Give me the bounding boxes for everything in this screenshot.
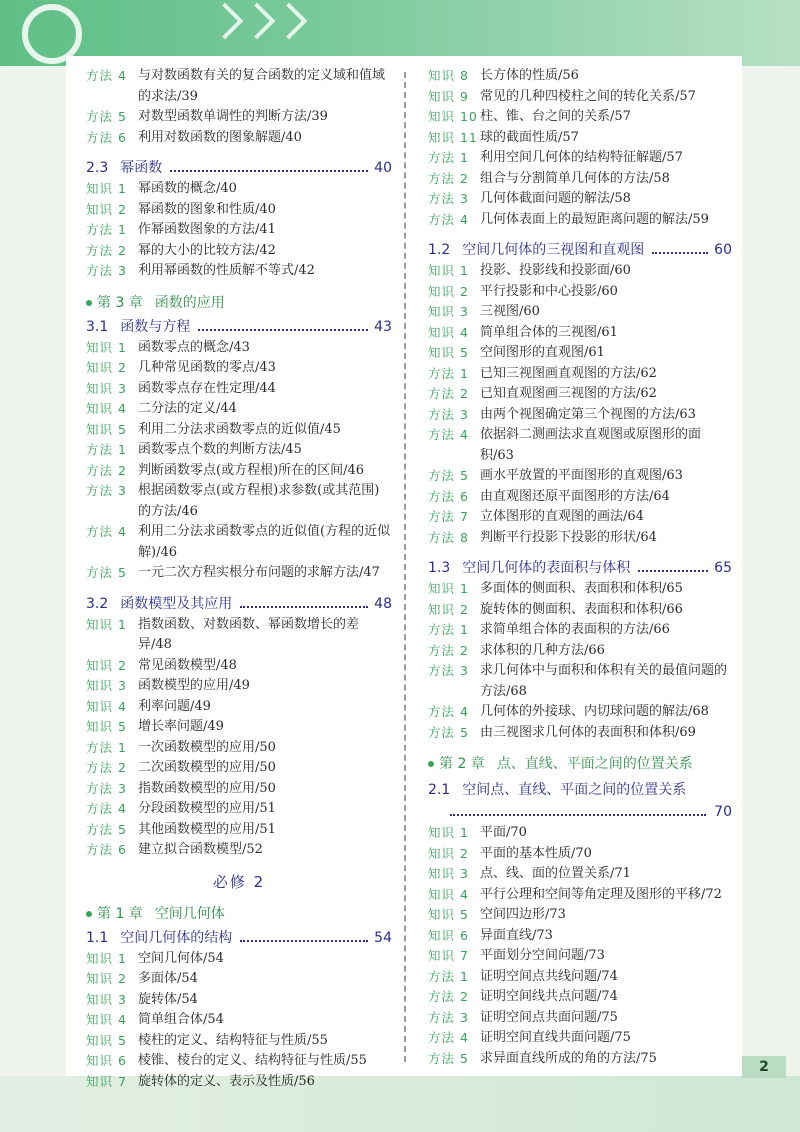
chapter-heading[interactable]: 第 1 章 空间几何体 (86, 903, 392, 925)
toc-entry[interactable] (428, 661, 732, 702)
entry-label: 方法 6 (86, 129, 127, 145)
entry-text: 一次函数模型的应用/50 (138, 739, 276, 755)
entry-text: 证明空间点共线问题/74 (480, 968, 618, 984)
entry-label: 知识 1 (86, 616, 127, 632)
entry-group (428, 579, 732, 743)
entry-label: 方法 1 (428, 365, 469, 381)
entry-label: 方法 4 (428, 211, 469, 227)
entry-text: 长方体的性质/56 (480, 68, 579, 83)
entry-label: 知识 3 (86, 678, 127, 693)
entry-label: 知识 1 (428, 581, 469, 596)
entry-label: 方法 4 (428, 1030, 469, 1045)
page-number: 2 (742, 1056, 786, 1078)
entry-text: 与对数函数有关的复合函数的定义域和值域的求法/39 (138, 68, 386, 104)
entry-text: 组合与分割简单几何体的方法/58 (480, 170, 670, 186)
toc-entry[interactable] (86, 1010, 392, 1031)
toc-entry[interactable] (428, 600, 732, 621)
entry-label: 方法 1 (86, 222, 127, 237)
toc-entry[interactable] (86, 1051, 392, 1072)
section-heading[interactable]: 1.2 空间几何体的三视图和直观图 60 (428, 242, 732, 258)
toc-entry[interactable] (428, 1028, 732, 1049)
entry-text: 棱锥、棱台的定义、结构特征与性质/55 (138, 1053, 367, 1068)
section-heading[interactable]: 2.3 幂函数 40 (86, 160, 392, 176)
entry-text: 几种常见函数的零点/43 (138, 360, 276, 375)
entry-text: 求异面直线所成的角的方法/75 (480, 1050, 657, 1066)
toc-entry[interactable] (428, 148, 732, 169)
entry-label: 方法 6 (428, 488, 469, 504)
entry-label: 方法 8 (428, 529, 469, 545)
entry-label: 方法 4 (86, 524, 127, 539)
entry-group (86, 66, 392, 148)
chapter-heading[interactable]: 第 2 章 点、直线、平面之间的位置关系 (428, 753, 732, 775)
entry-label: 方法 3 (428, 191, 469, 206)
entry-text: 投影、投影线和投影面/60 (480, 263, 631, 278)
toc-entry[interactable] (428, 926, 732, 947)
toc-entry[interactable] (428, 1049, 732, 1070)
entry-label: 知识 2 (86, 657, 127, 673)
entry-label: 知识 3 (428, 304, 469, 319)
entry-label: 知识 4 (428, 886, 469, 902)
entry-text: 根据函数零点(或方程根)求参数(或其范围)的方法/46 (138, 483, 380, 519)
entry-label: 方法 1 (86, 442, 127, 457)
toc-entry[interactable] (86, 697, 392, 718)
entry-label: 方法 2 (428, 170, 469, 186)
entry-label: 知识 5 (428, 345, 469, 360)
toc-entry[interactable] (86, 820, 392, 841)
toc-entry[interactable] (428, 864, 732, 885)
entry-label: 知识 5 (86, 1032, 127, 1048)
toc-entry[interactable] (428, 210, 732, 231)
ring-decoration-icon (22, 4, 82, 64)
toc-entry[interactable] (428, 384, 732, 405)
toc-entry[interactable] (428, 579, 732, 600)
entry-text: 常见的几种四棱柱之间的转化关系/57 (480, 88, 696, 104)
entry-text: 对数型函数单调性的判断方法/39 (138, 109, 328, 124)
entry-text: 球的截面性质/57 (480, 129, 579, 145)
leader-dots (638, 570, 708, 572)
entry-text: 幂函数的图象和性质/40 (138, 201, 276, 217)
toc-entry[interactable] (86, 379, 392, 400)
entry-text: 求几何体中与面积和体积有关的最值问题的方法/68 (480, 663, 728, 699)
entry-group (428, 823, 732, 1069)
entry-text: 利用二分法求函数零点的近似值(方程的近似解)/46 (138, 524, 391, 560)
leader-dots (240, 940, 368, 942)
toc-entry[interactable] (86, 949, 392, 970)
entry-group (86, 615, 392, 861)
entry-text: 一元二次方程实根分布问题的求解方法/47 (138, 565, 380, 580)
entry-label: 方法 4 (428, 704, 469, 719)
toc-entry[interactable] (86, 1031, 392, 1052)
toc-entry[interactable] (428, 885, 732, 906)
toc-entry[interactable] (428, 844, 732, 865)
entry-text: 立体图形的直观图的画法/64 (480, 509, 644, 524)
entry-label: 知识 2 (86, 360, 127, 375)
entry-text: 证明空间点共面问题/75 (480, 1009, 618, 1025)
section-heading[interactable]: 3.2 函数模型及其应用 48 (86, 595, 392, 612)
entry-label: 方法 3 (86, 780, 127, 796)
toc-entry[interactable] (86, 717, 392, 738)
entry-text: 多面体的侧面积、表面积和体积/65 (480, 581, 683, 596)
entry-label: 知识 1 (86, 181, 127, 196)
toc-entry[interactable] (86, 128, 392, 149)
toc-entry[interactable] (86, 522, 392, 563)
entry-text: 证明空间线共点问题/74 (480, 989, 618, 1004)
entry-text: 空间几何体/54 (138, 950, 224, 966)
section-heading[interactable]: 3.1 函数与方程 43 (86, 318, 392, 335)
toc-entry[interactable] (428, 87, 732, 108)
entry-label: 知识 11 (428, 129, 478, 145)
entry-label: 知识 1 (428, 825, 469, 840)
entry-text: 几何体截面问题的解法/58 (480, 191, 631, 206)
toc-entry[interactable] (86, 758, 392, 779)
entry-label: 方法 6 (86, 842, 127, 857)
entry-label: 方法 5 (86, 565, 127, 580)
entry-text: 函数模型的应用/49 (138, 678, 250, 693)
entry-label: 方法 5 (86, 109, 127, 124)
toc-entry[interactable] (86, 676, 392, 697)
toc-entry[interactable] (428, 282, 732, 303)
leader-dots (198, 329, 368, 331)
toc-entry[interactable] (428, 723, 732, 744)
entry-label: 知识 5 (428, 907, 469, 922)
entry-group (86, 179, 392, 282)
entry-text: 判断平行投影下投影的形状/64 (480, 529, 657, 545)
entry-text: 指数函数、对数函数、幂函数增长的差异/48 (138, 616, 360, 652)
entry-label: 方法 3 (86, 263, 127, 278)
toc-entry[interactable] (428, 261, 732, 282)
entry-text: 作幂函数图象的方法/41 (138, 222, 276, 237)
entry-text: 三视图/60 (480, 304, 540, 319)
toc-entry[interactable] (86, 461, 392, 482)
chevron-right-icon (271, 3, 308, 40)
entry-text: 其他函数模型的应用/51 (138, 821, 276, 837)
toc-entry[interactable] (86, 481, 392, 522)
entry-label: 方法 1 (428, 968, 469, 984)
entry-label: 知识 4 (428, 324, 469, 340)
entry-text: 幂函数的概念/40 (138, 181, 237, 196)
entry-label: 知识 2 (86, 201, 127, 217)
entry-text: 二分法的定义/44 (138, 401, 237, 416)
entry-label: 方法 5 (86, 821, 127, 837)
toc-entry[interactable] (428, 343, 732, 364)
entry-label: 方法 5 (428, 724, 469, 740)
toc-entry[interactable] (86, 107, 392, 128)
entry-label: 知识 6 (428, 927, 469, 943)
entry-text: 空间四边形/73 (480, 907, 566, 922)
entry-text: 已知三视图画直观图的方法/62 (480, 365, 657, 381)
toc-entry[interactable] (428, 620, 732, 641)
toc-entry[interactable] (428, 169, 732, 190)
entry-label: 知识 4 (86, 401, 127, 416)
entry-label: 知识 2 (428, 845, 469, 861)
entry-text: 函数零点存在性定理/44 (138, 380, 276, 396)
toc-entry[interactable] (428, 905, 732, 926)
entry-label: 知识 5 (86, 421, 127, 437)
entry-group (428, 261, 732, 548)
entry-text: 几何体的外接球、内切球问题的解法/68 (480, 704, 709, 719)
toc-entry[interactable] (428, 1008, 732, 1029)
chapter-heading[interactable]: 第 3 章 函数的应用 (86, 292, 392, 314)
entry-text: 旋转体的定义、表示及性质/56 (138, 1073, 315, 1089)
toc-left-column (86, 66, 392, 1092)
entry-text: 利用二分法求函数零点的近似值/45 (138, 421, 341, 437)
entry-label: 知识 1 (428, 263, 469, 278)
entry-text: 空间图形的直观图/61 (480, 345, 605, 360)
toc-entry[interactable] (86, 656, 392, 677)
entry-label: 方法 2 (86, 462, 127, 478)
bullet-icon (428, 761, 434, 767)
entry-label: 知识 1 (86, 950, 127, 966)
toc-entry[interactable] (86, 200, 392, 221)
toc-entry[interactable] (86, 969, 392, 990)
bullet-icon (86, 300, 92, 306)
entry-label: 知识 10 (428, 109, 478, 124)
toc-entry[interactable] (428, 487, 732, 508)
toc-entry[interactable] (86, 779, 392, 800)
entry-label: 知识 2 (86, 971, 127, 986)
entry-text: 由三视图求几何体的表面积和体积/69 (480, 724, 696, 740)
toc-entry[interactable] (428, 641, 732, 662)
leader-dots (240, 606, 368, 608)
leader-dots (652, 252, 708, 254)
entry-label: 知识 4 (86, 698, 127, 714)
entry-label: 方法 4 (86, 801, 127, 816)
entry-label: 方法 2 (428, 386, 469, 401)
entry-text: 判断函数零点(或方程根)所在的区间/46 (138, 462, 365, 478)
entry-text: 利用对数函数的图象解题/40 (138, 129, 302, 145)
toc-entry[interactable] (428, 189, 732, 210)
entry-text: 函数零点个数的判断方法/45 (138, 442, 302, 457)
toc-entry[interactable] (86, 358, 392, 379)
toc-entry[interactable] (86, 220, 392, 241)
toc-entry[interactable] (428, 466, 732, 487)
entry-label: 知识 5 (86, 719, 127, 734)
toc-entry[interactable] (86, 440, 392, 461)
toc-entry[interactable] (428, 946, 732, 967)
leader-dots (170, 170, 368, 172)
entry-label: 方法 2 (86, 760, 127, 775)
entry-text: 函数零点的概念/43 (138, 339, 250, 355)
entry-group (86, 949, 392, 1093)
entry-label: 方法 1 (86, 739, 127, 755)
entry-text: 平面的基本性质/70 (480, 845, 592, 861)
section-heading[interactable]: 1.3 空间几何体的表面积与体积 65 (428, 560, 732, 576)
chevron-decoration (212, 8, 302, 34)
column-divider (404, 72, 406, 1062)
toc-entry[interactable] (86, 399, 392, 420)
entry-text: 简单组合体的三视图/61 (480, 324, 618, 340)
part-heading: 必修 2 (212, 872, 266, 891)
toc-entry[interactable] (428, 405, 732, 426)
toc-entry[interactable] (428, 987, 732, 1008)
toc-entry[interactable] (428, 823, 732, 844)
entry-text: 二次函数模型的应用/50 (138, 760, 276, 775)
entry-label: 方法 3 (428, 1009, 469, 1025)
entry-text: 幂的大小的比较方法/42 (138, 242, 276, 258)
toc-right-column (428, 66, 732, 1069)
entry-label: 方法 3 (86, 483, 127, 498)
toc-entry[interactable] (86, 1072, 392, 1093)
entry-text: 证明空间直线共面问题/75 (480, 1030, 631, 1045)
entry-text: 棱柱的定义、结构特征与性质/55 (138, 1032, 328, 1048)
entry-text: 平行公理和空间等角定理及图形的平移/72 (480, 886, 722, 902)
entry-label: 知识 6 (86, 1053, 127, 1068)
entry-text: 增长率问题/49 (138, 719, 224, 734)
entry-text: 由两个视图确定第三个视图的方法/63 (480, 406, 696, 422)
entry-text: 求体积的几种方法/66 (480, 642, 605, 658)
toc-entry[interactable] (428, 528, 732, 549)
entry-label: 方法 3 (428, 406, 469, 422)
toc-entry[interactable] (428, 507, 732, 528)
toc-entry[interactable] (428, 425, 732, 466)
toc-entry[interactable] (428, 107, 732, 128)
entry-label: 方法 5 (428, 1050, 469, 1066)
toc-entry[interactable] (86, 261, 392, 282)
toc-entry[interactable] (86, 420, 392, 441)
entry-text: 画水平放置的平面图形的直观图/63 (480, 468, 683, 483)
entry-text: 多面体/54 (138, 971, 198, 986)
entry-text: 利用幂函数的性质解不等式/42 (138, 263, 315, 278)
entry-text: 点、线、面的位置关系/71 (480, 866, 631, 881)
toc-entry[interactable] (428, 967, 732, 988)
entry-text: 利用空间几何体的结构特征解题/57 (480, 150, 683, 165)
entry-label: 方法 3 (428, 663, 469, 678)
section-heading[interactable]: 2.1 空间点、直线、平面之间的位置关系 70 (428, 782, 732, 820)
entry-text: 常见函数模型/48 (138, 657, 237, 673)
entry-label: 知识 4 (86, 1012, 127, 1027)
entry-text: 旋转体/54 (138, 991, 198, 1007)
entry-label: 方法 1 (428, 622, 469, 637)
toc-entry[interactable] (86, 799, 392, 820)
entry-text: 异面直线/73 (480, 927, 553, 943)
entry-label: 方法 7 (428, 509, 469, 524)
toc-entry[interactable] (428, 364, 732, 385)
toc-entry[interactable] (86, 563, 392, 584)
toc-entry[interactable] (86, 615, 392, 656)
entry-group (86, 338, 392, 584)
entry-text: 建立拟合函数模型/52 (138, 842, 263, 857)
toc-entry[interactable] (428, 66, 732, 87)
entry-label: 方法 4 (86, 68, 127, 83)
entry-label: 知识 7 (86, 1073, 127, 1089)
entry-text: 依据斜二测画法求直观图或原图形的面积/63 (480, 427, 702, 463)
entry-text: 已知直观图画三视图的方法/62 (480, 386, 657, 401)
entry-label: 方法 4 (428, 427, 469, 442)
toc-entry[interactable] (86, 338, 392, 359)
entry-text: 分段函数模型的应用/51 (138, 801, 276, 816)
entry-label: 方法 5 (428, 468, 469, 483)
toc-entry[interactable] (86, 66, 392, 107)
entry-label: 方法 2 (428, 989, 469, 1004)
toc-entry[interactable] (86, 241, 392, 262)
entry-label: 知识 8 (428, 68, 469, 83)
entry-label: 知识 7 (428, 948, 469, 963)
entry-text: 求简单组合体的表面积的方法/66 (480, 622, 670, 637)
entry-label: 知识 2 (428, 283, 469, 299)
entry-text: 平行投影和中心投影/60 (480, 283, 618, 299)
leader-dots (450, 814, 706, 816)
entry-label: 知识 3 (86, 380, 127, 396)
entry-label: 方法 2 (86, 242, 127, 258)
toc-entry[interactable] (86, 990, 392, 1011)
entry-text: 旋转体的侧面积、表面积和体积/66 (480, 601, 683, 617)
toc-entry[interactable] (86, 840, 392, 861)
entry-label: 知识 9 (428, 88, 469, 104)
entry-label: 知识 3 (86, 991, 127, 1007)
entry-label: 知识 2 (428, 601, 469, 617)
entry-label: 知识 1 (86, 339, 127, 355)
toc-entry[interactable] (428, 323, 732, 344)
entry-text: 利率问题/49 (138, 698, 211, 714)
toc-entry[interactable] (428, 302, 732, 323)
toc-entry[interactable] (428, 128, 732, 149)
entry-text: 平面划分空间问题/73 (480, 948, 605, 963)
entry-label: 知识 3 (428, 866, 469, 881)
entry-label: 方法 1 (428, 150, 469, 165)
entry-group (428, 66, 732, 230)
entry-label: 方法 2 (428, 642, 469, 658)
entry-text: 平面/70 (480, 825, 527, 840)
entry-text: 柱、锥、台之间的关系/57 (480, 109, 631, 124)
entry-text: 简单组合体/54 (138, 1012, 224, 1027)
entry-text: 由直观图还原平面图形的方法/64 (480, 488, 670, 504)
toc-entry[interactable] (86, 179, 392, 200)
toc-entry[interactable] (428, 702, 732, 723)
entry-text: 几何体表面上的最短距离问题的解法/59 (480, 211, 709, 227)
bullet-icon (86, 911, 92, 917)
section-heading[interactable]: 1.1 空间几何体的结构 54 (86, 929, 392, 946)
toc-entry[interactable] (86, 738, 392, 759)
entry-text: 指数函数模型的应用/50 (138, 780, 276, 796)
